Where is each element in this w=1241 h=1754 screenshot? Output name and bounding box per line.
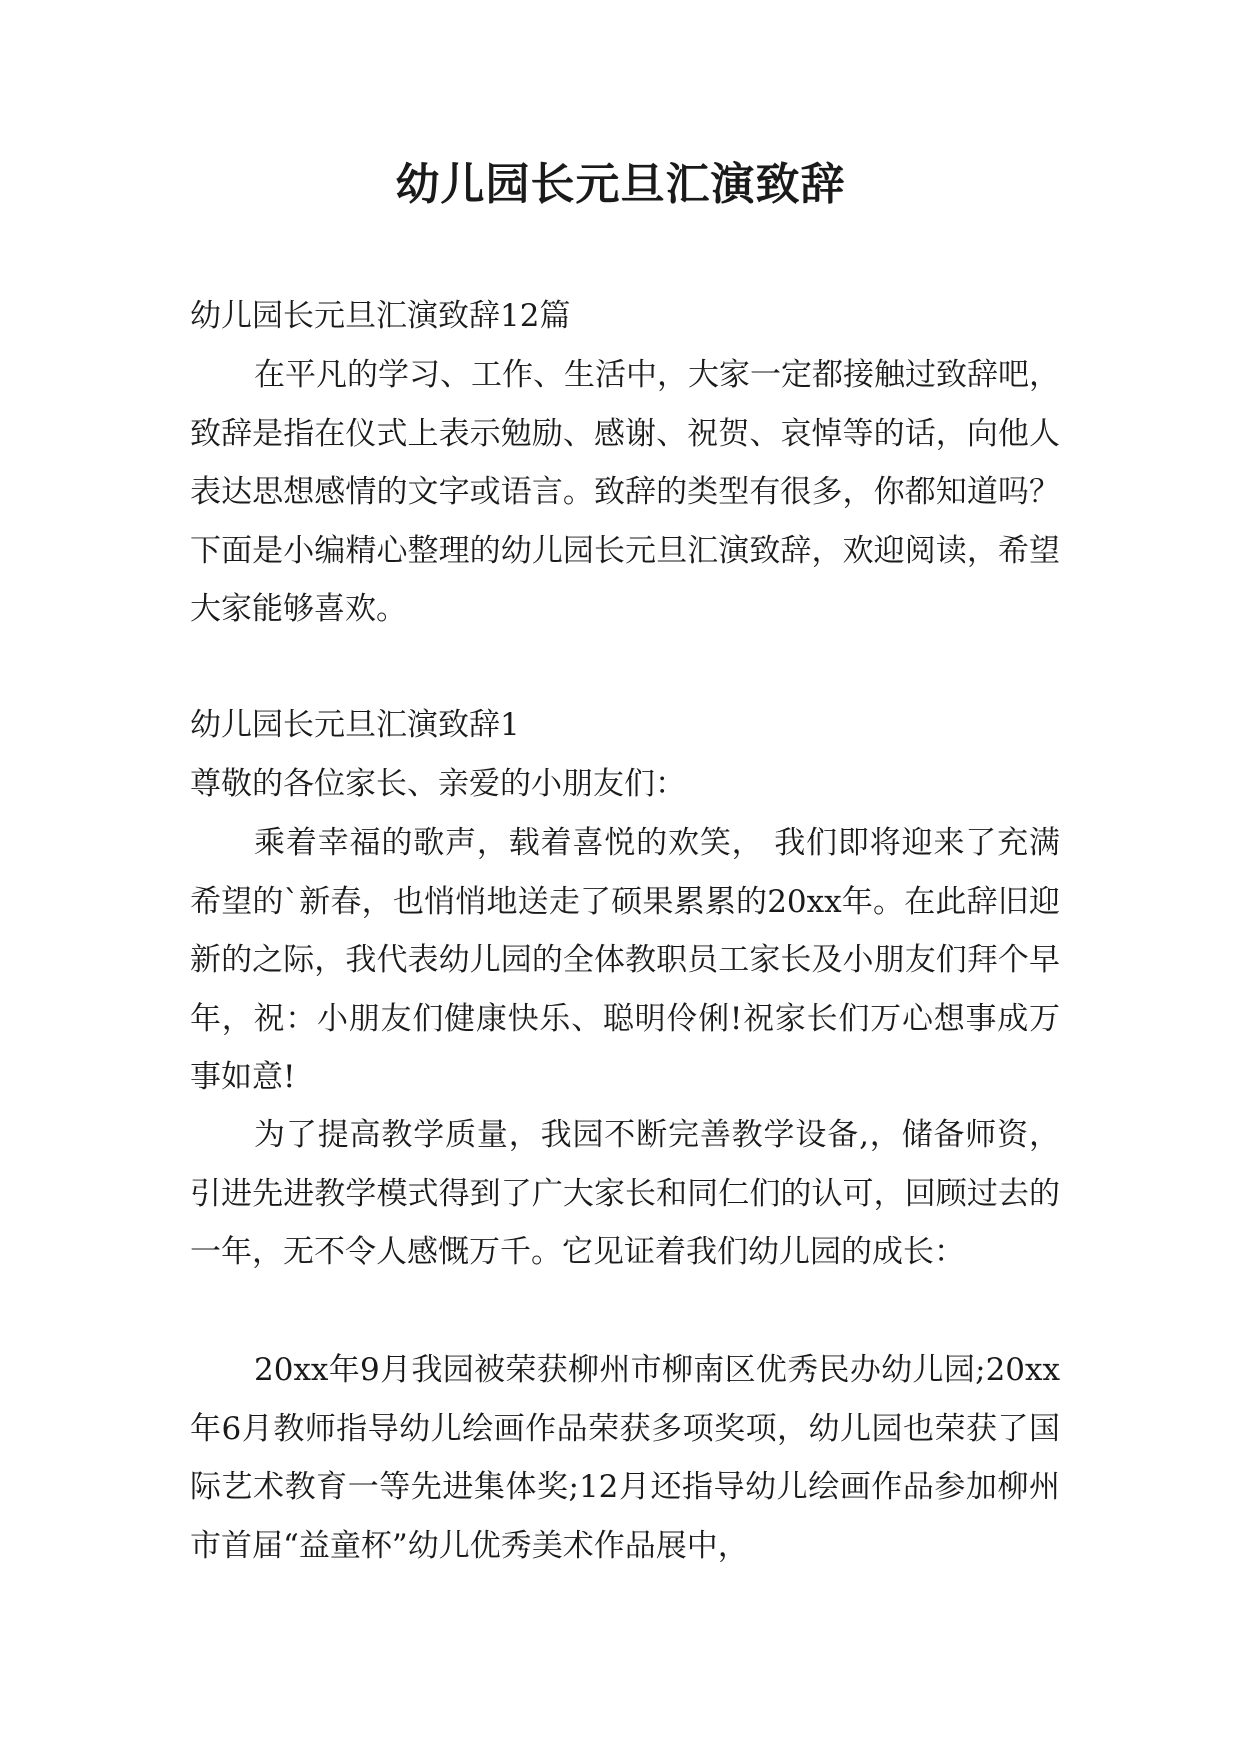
intro-paragraph: 在平凡的学习、工作、生活中，大家一定都接触过致辞吧，致辞是指在仪式上表示勉励、感谢、祝贺、哀悼等的话，向他人表达思想感情的文字或语言。致辞的类型有很多，你都知道吗？下面是小编精心整理的幼儿园长元旦汇演致辞，欢迎阅读，希望大家能够喜欢。: [190, 357, 1060, 627]
section-heading: 幼儿园长元旦汇演致辞1: [190, 707, 520, 743]
body-paragraph: 为了提高教学质量，我园不断完善教学设备,，储备师资，引进先进教学模式得到了广大家长和同仁们的认可，回顾过去的一年，无不令人感慨万千。它见证着我们幼儿园的成长：: [190, 1117, 1060, 1270]
body-paragraph: 乘着幸福的歌声，载着喜悦的欢笑， 我们即将迎来了充满希望的`新春，也悄悄地送走了硕果累累的20xx年。在此辞旧迎新的之际，我代表幼儿园的全体教职员工家长及小朋友们拜个早年，祝：小朋友们健康快乐、聪明伶俐!祝家长们万心想事成万事如意!: [190, 825, 1060, 1095]
document-title: 幼儿园长元旦汇演致辞: [395, 159, 846, 210]
body-paragraph: 20xx年9月我园被荣获柳州市柳南区优秀民办幼儿园;20xx年6月教师指导幼儿绘画作品荣获多项奖项，幼儿园也荣获了国际艺术教育一等先进集体奖;12月还指导幼儿绘画作品参加柳州市首届“益童杯”幼儿优秀美术作品展中，: [190, 1352, 1060, 1564]
document-subtitle: 幼儿园长元旦汇演致辞12篇: [190, 298, 571, 334]
salutation: 尊敬的各位家长、亲爱的小朋友们：: [190, 766, 686, 802]
